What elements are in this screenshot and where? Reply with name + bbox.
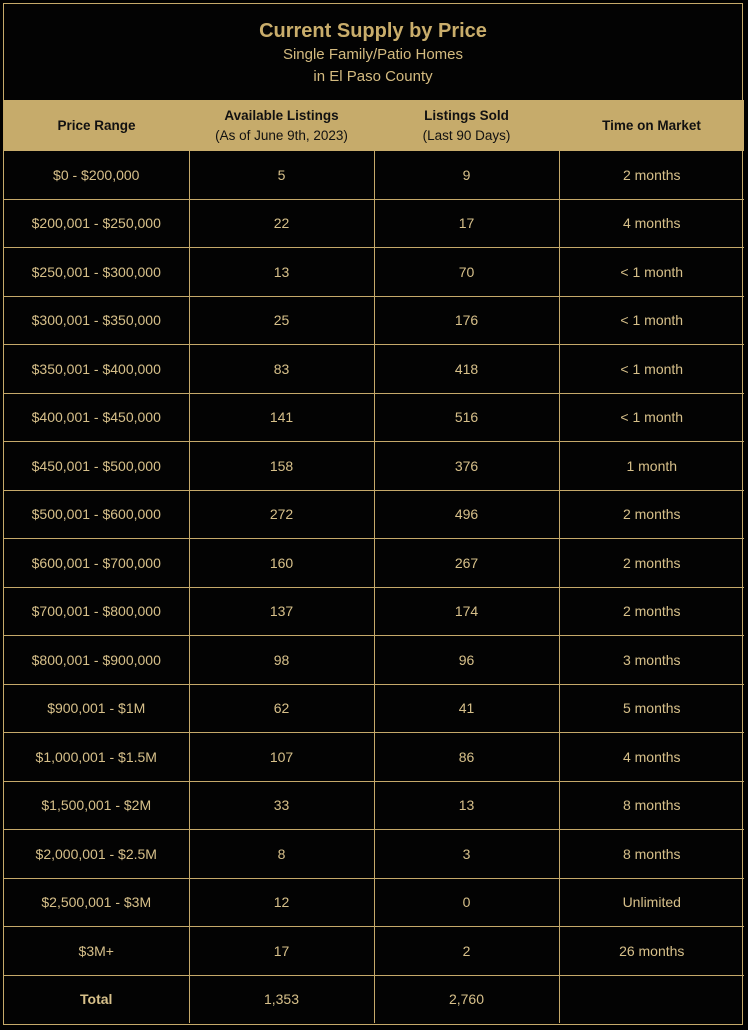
cell-range: $600,001 - $700,000 — [4, 539, 189, 588]
cell-available: 137 — [189, 587, 374, 636]
cell-range: $250,001 - $300,000 — [4, 248, 189, 297]
header-available — [189, 100, 374, 151]
header-available-sub: (As of June 9th, 2023) — [215, 127, 348, 143]
cell-available: 25 — [189, 296, 374, 345]
table-row — [4, 490, 744, 539]
cell-available: 158 — [189, 442, 374, 491]
cell-time: 4 months — [559, 199, 744, 248]
cell-sold: 267 — [374, 539, 559, 588]
cell-sold: 96 — [374, 636, 559, 685]
cell-available: 8 — [189, 830, 374, 879]
cell-range: $300,001 - $350,000 — [4, 296, 189, 345]
cell-time: 8 months — [559, 830, 744, 879]
cell-sold: 376 — [374, 442, 559, 491]
table-row — [4, 830, 744, 879]
header-price-range-label: Price Range — [57, 117, 136, 133]
header-sold-label: Listings Sold — [424, 107, 509, 123]
cell-sold: 41 — [374, 684, 559, 733]
table-row — [4, 393, 744, 442]
header-sold-sub: (Last 90 Days) — [422, 127, 511, 143]
table-row — [4, 199, 744, 248]
header-available-label: Available Listings — [224, 107, 339, 123]
cell-range: $900,001 - $1M — [4, 684, 189, 733]
cell-time: Unlimited — [559, 878, 744, 927]
cell-available: 62 — [189, 684, 374, 733]
total-time — [559, 975, 744, 1023]
cell-available: 33 — [189, 781, 374, 830]
cell-range: $2,500,001 - $3M — [4, 878, 189, 927]
cell-range: $2,000,001 - $2.5M — [4, 830, 189, 879]
table-subtitle-line2: in El Paso County — [313, 68, 433, 85]
header-row — [4, 100, 744, 151]
table-row — [4, 587, 744, 636]
cell-range: $3M+ — [4, 927, 189, 976]
supply-table — [4, 100, 744, 1023]
cell-range: $450,001 - $500,000 — [4, 442, 189, 491]
cell-sold: 3 — [374, 830, 559, 879]
cell-sold: 0 — [374, 878, 559, 927]
cell-available: 141 — [189, 393, 374, 442]
cell-sold: 516 — [374, 393, 559, 442]
cell-range: $200,001 - $250,000 — [4, 199, 189, 248]
cell-available: 98 — [189, 636, 374, 685]
cell-available: 83 — [189, 345, 374, 394]
cell-time: 2 months — [559, 490, 744, 539]
cell-range: $800,001 - $900,000 — [4, 636, 189, 685]
cell-range: $1,000,001 - $1.5M — [4, 733, 189, 782]
cell-time: 2 months — [559, 587, 744, 636]
cell-time: 2 months — [559, 539, 744, 588]
cell-sold: 9 — [374, 151, 559, 199]
cell-time: 4 months — [559, 733, 744, 782]
table-row — [4, 248, 744, 297]
total-available: 1,353 — [189, 975, 374, 1023]
cell-sold: 70 — [374, 248, 559, 297]
cell-available: 12 — [189, 878, 374, 927]
table-row — [4, 927, 744, 976]
cell-sold: 418 — [374, 345, 559, 394]
cell-range: $500,001 - $600,000 — [4, 490, 189, 539]
cell-sold: 17 — [374, 199, 559, 248]
cell-time: < 1 month — [559, 296, 744, 345]
cell-range: $400,001 - $450,000 — [4, 393, 189, 442]
cell-available: 13 — [189, 248, 374, 297]
supply-table-card — [3, 3, 743, 1025]
table-row — [4, 878, 744, 927]
cell-time: < 1 month — [559, 248, 744, 297]
header-time — [559, 100, 744, 151]
cell-range: $1,500,001 - $2M — [4, 781, 189, 830]
cell-range: $350,001 - $400,000 — [4, 345, 189, 394]
cell-time: 26 months — [559, 927, 744, 976]
table-row — [4, 151, 744, 199]
total-row — [4, 975, 744, 1023]
cell-available: 22 — [189, 199, 374, 248]
cell-sold: 86 — [374, 733, 559, 782]
table-row — [4, 684, 744, 733]
cell-range: $0 - $200,000 — [4, 151, 189, 199]
table-row — [4, 733, 744, 782]
cell-time: 1 month — [559, 442, 744, 491]
table-row — [4, 296, 744, 345]
cell-time: 8 months — [559, 781, 744, 830]
cell-time: < 1 month — [559, 345, 744, 394]
cell-sold: 174 — [374, 587, 559, 636]
cell-sold: 496 — [374, 490, 559, 539]
cell-time: 2 months — [559, 151, 744, 199]
table-row — [4, 442, 744, 491]
title-block — [4, 4, 742, 100]
cell-sold: 176 — [374, 296, 559, 345]
cell-available: 160 — [189, 539, 374, 588]
table-row — [4, 345, 744, 394]
cell-time: < 1 month — [559, 393, 744, 442]
table-row — [4, 781, 744, 830]
cell-time: 5 months — [559, 684, 744, 733]
cell-available: 107 — [189, 733, 374, 782]
header-time-label: Time on Market — [602, 117, 701, 133]
table-row — [4, 636, 744, 685]
cell-available: 5 — [189, 151, 374, 199]
cell-available: 272 — [189, 490, 374, 539]
cell-range: $700,001 - $800,000 — [4, 587, 189, 636]
table-subtitle-line1: Single Family/Patio Homes — [282, 46, 464, 63]
cell-available: 17 — [189, 927, 374, 976]
cell-sold: 13 — [374, 781, 559, 830]
header-sold — [374, 100, 559, 151]
cell-sold: 2 — [374, 927, 559, 976]
total-label: Total — [4, 975, 189, 1023]
table-row — [4, 539, 744, 588]
table-title: Current Supply by Price — [259, 20, 487, 42]
total-sold: 2,760 — [374, 975, 559, 1023]
cell-time: 3 months — [559, 636, 744, 685]
header-price-range — [4, 100, 189, 151]
